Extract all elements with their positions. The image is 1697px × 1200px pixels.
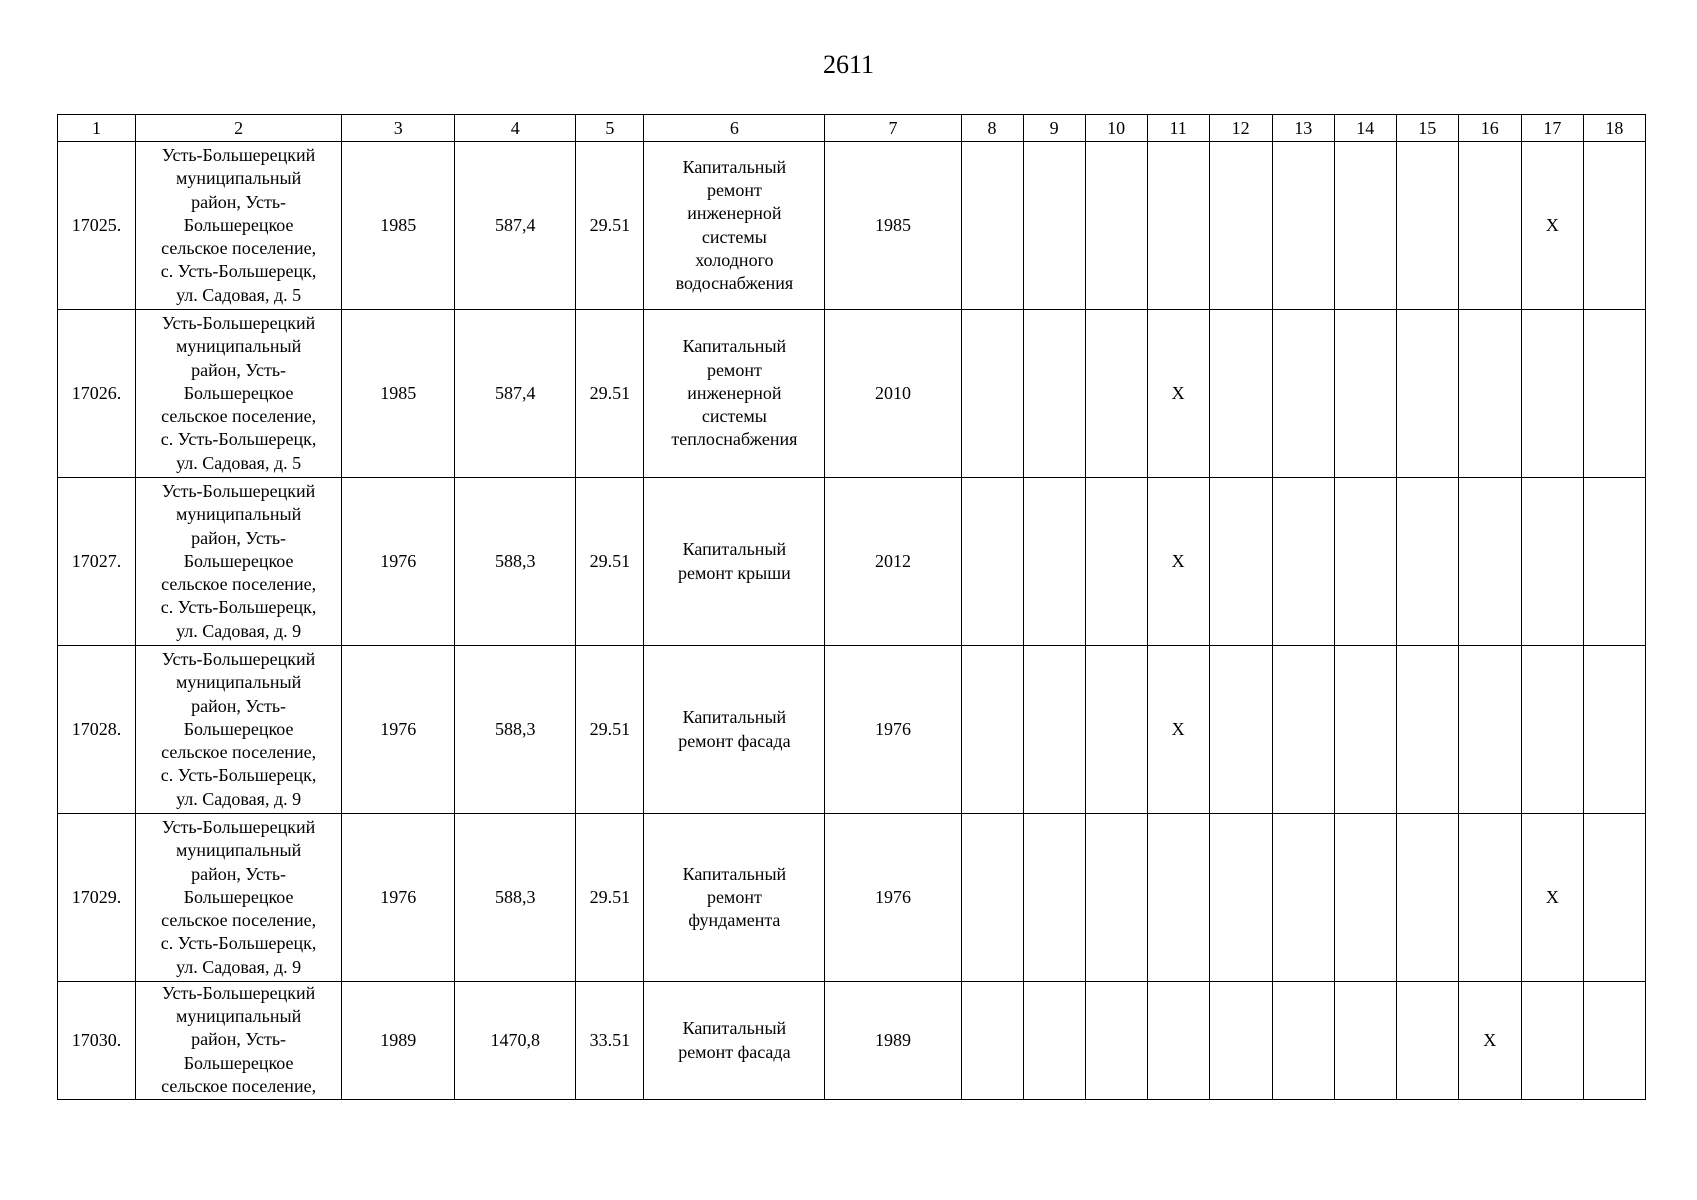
table-row: [58, 982, 1646, 1100]
header-cell: 10: [1085, 115, 1147, 142]
header-cell: 8: [961, 115, 1023, 142]
mark-cell: [1521, 310, 1583, 478]
mark-cell: [1147, 982, 1209, 1100]
code-cell: 29.51: [576, 142, 644, 310]
mark-cell: [1147, 142, 1209, 310]
work-type-cell: Капитальный ремонт инженерной системы холодного водоснабжения: [644, 142, 825, 310]
mark-cell: [1396, 478, 1458, 646]
mark-cell: [961, 310, 1023, 478]
work-type-cell: Капитальный ремонт инженерной системы теплоснабжения: [644, 310, 825, 478]
mark-cell: [961, 814, 1023, 982]
mark-cell: [961, 142, 1023, 310]
area-cell: 588,3: [455, 646, 576, 814]
header-cell: 4: [455, 115, 576, 142]
mark-cell: [1583, 310, 1645, 478]
mark-cell: [1209, 646, 1272, 814]
year-built-cell: 1985: [342, 142, 455, 310]
mark-cell: [1458, 814, 1521, 982]
mark-cell: [1023, 982, 1085, 1100]
mark-cell: [1334, 814, 1396, 982]
table-row: [58, 310, 1646, 478]
mark-cell: X: [1521, 814, 1583, 982]
mark-cell: [1396, 646, 1458, 814]
mark-cell: X: [1521, 142, 1583, 310]
work-year-cell: 2012: [825, 478, 961, 646]
mark-cell: [1272, 814, 1334, 982]
table-row: [58, 142, 1646, 310]
address-cell: Усть-Большерецкий муниципальный район, Усть- Большерецкое сельское поселение, с. Усть-Большерецк, ул. Садовая, д. 9: [136, 646, 342, 814]
code-cell: 33.51: [576, 982, 644, 1100]
mark-cell: [1085, 982, 1147, 1100]
mark-cell: [1272, 982, 1334, 1100]
row-number-cell: 17027.: [58, 478, 136, 646]
table-row: [58, 814, 1646, 982]
mark-cell: [1085, 142, 1147, 310]
mark-cell: [961, 982, 1023, 1100]
mark-cell: [1334, 646, 1396, 814]
header-cell: 15: [1396, 115, 1458, 142]
mark-cell: [1209, 814, 1272, 982]
mark-cell: X: [1147, 478, 1209, 646]
address-cell: Усть-Большерецкий муниципальный район, Усть- Большерецкое сельское поселение,: [136, 982, 342, 1100]
address-cell: Усть-Большерецкий муниципальный район, Усть- Большерецкое сельское поселение, с. Усть-Большерецк, ул. Садовая, д. 5: [136, 310, 342, 478]
area-cell: 587,4: [455, 142, 576, 310]
header-cell: 14: [1334, 115, 1396, 142]
mark-cell: [1023, 646, 1085, 814]
code-cell: 29.51: [576, 814, 644, 982]
area-cell: 1470,8: [455, 982, 576, 1100]
work-type-cell: Капитальный ремонт фасада: [644, 646, 825, 814]
mark-cell: [1458, 310, 1521, 478]
mark-cell: [1458, 646, 1521, 814]
mark-cell: [1583, 982, 1645, 1100]
area-cell: 587,4: [455, 310, 576, 478]
mark-cell: [1458, 478, 1521, 646]
address-cell: Усть-Большерецкий муниципальный район, Усть- Большерецкое сельское поселение, с. Усть-Большерецк, ул. Садовая, д. 9: [136, 814, 342, 982]
year-built-cell: 1985: [342, 310, 455, 478]
mark-cell: [1209, 982, 1272, 1100]
code-cell: 29.51: [576, 310, 644, 478]
header-cell: 6: [644, 115, 825, 142]
header-cell: 1: [58, 115, 136, 142]
mark-cell: [1023, 310, 1085, 478]
mark-cell: [1583, 646, 1645, 814]
header-cell: 5: [576, 115, 644, 142]
mark-cell: [961, 646, 1023, 814]
header-cell: 13: [1272, 115, 1334, 142]
area-cell: 588,3: [455, 478, 576, 646]
mark-cell: [1583, 478, 1645, 646]
year-built-cell: 1989: [342, 982, 455, 1100]
row-number-cell: 17026.: [58, 310, 136, 478]
mark-cell: [1272, 142, 1334, 310]
year-built-cell: 1976: [342, 478, 455, 646]
header-cell: 16: [1458, 115, 1521, 142]
header-cell: 18: [1583, 115, 1645, 142]
mark-cell: [1334, 142, 1396, 310]
mark-cell: [1583, 814, 1645, 982]
mark-cell: [1458, 142, 1521, 310]
mark-cell: [1272, 646, 1334, 814]
mark-cell: [1085, 646, 1147, 814]
mark-cell: [1023, 142, 1085, 310]
work-year-cell: 2010: [825, 310, 961, 478]
registry-table: [57, 114, 1646, 1100]
code-cell: 29.51: [576, 646, 644, 814]
mark-cell: [1396, 814, 1458, 982]
mark-cell: [1334, 982, 1396, 1100]
row-number-cell: 17030.: [58, 982, 136, 1100]
mark-cell: [1334, 478, 1396, 646]
code-cell: 29.51: [576, 478, 644, 646]
work-year-cell: 1976: [825, 646, 961, 814]
mark-cell: [1396, 982, 1458, 1100]
mark-cell: [1023, 478, 1085, 646]
page-number: 2611: [822, 50, 875, 79]
work-year-cell: 1989: [825, 982, 961, 1100]
header-cell: 7: [825, 115, 961, 142]
work-type-cell: Капитальный ремонт фундамента: [644, 814, 825, 982]
year-built-cell: 1976: [342, 646, 455, 814]
table-row: [58, 646, 1646, 814]
mark-cell: [1023, 814, 1085, 982]
mark-cell: [1583, 142, 1645, 310]
mark-cell: [1334, 310, 1396, 478]
mark-cell: [1085, 814, 1147, 982]
mark-cell: X: [1147, 646, 1209, 814]
row-number-cell: 17025.: [58, 142, 136, 310]
table-row: [58, 478, 1646, 646]
mark-cell: [1085, 310, 1147, 478]
mark-cell: [1396, 142, 1458, 310]
mark-cell: [1209, 142, 1272, 310]
year-built-cell: 1976: [342, 814, 455, 982]
header-cell: 11: [1147, 115, 1209, 142]
header-cell: 12: [1209, 115, 1272, 142]
mark-cell: X: [1458, 982, 1521, 1100]
mark-cell: [1272, 310, 1334, 478]
mark-cell: [1521, 646, 1583, 814]
work-year-cell: 1976: [825, 814, 961, 982]
address-cell: Усть-Большерецкий муниципальный район, Усть- Большерецкое сельское поселение, с. Усть-Большерецк, ул. Садовая, д. 5: [136, 142, 342, 310]
mark-cell: [1209, 478, 1272, 646]
work-year-cell: 1985: [825, 142, 961, 310]
work-type-cell: Капитальный ремонт крыши: [644, 478, 825, 646]
mark-cell: [1209, 310, 1272, 478]
mark-cell: [1147, 814, 1209, 982]
work-type-cell: Капитальный ремонт фасада: [644, 982, 825, 1100]
mark-cell: [1085, 478, 1147, 646]
mark-cell: [1272, 478, 1334, 646]
mark-cell: [1521, 982, 1583, 1100]
header-row: [58, 115, 1646, 142]
header-cell: 3: [342, 115, 455, 142]
mark-cell: [1396, 310, 1458, 478]
mark-cell: [1521, 478, 1583, 646]
area-cell: 588,3: [455, 814, 576, 982]
row-number-cell: 17028.: [58, 646, 136, 814]
table-body: [58, 115, 1646, 1100]
mark-cell: [961, 478, 1023, 646]
header-cell: 2: [136, 115, 342, 142]
header-cell: 9: [1023, 115, 1085, 142]
row-number-cell: 17029.: [58, 814, 136, 982]
header-cell: 17: [1521, 115, 1583, 142]
address-cell: Усть-Большерецкий муниципальный район, Усть- Большерецкое сельское поселение, с. Усть-Большерецк, ул. Садовая, д. 9: [136, 478, 342, 646]
mark-cell: X: [1147, 310, 1209, 478]
